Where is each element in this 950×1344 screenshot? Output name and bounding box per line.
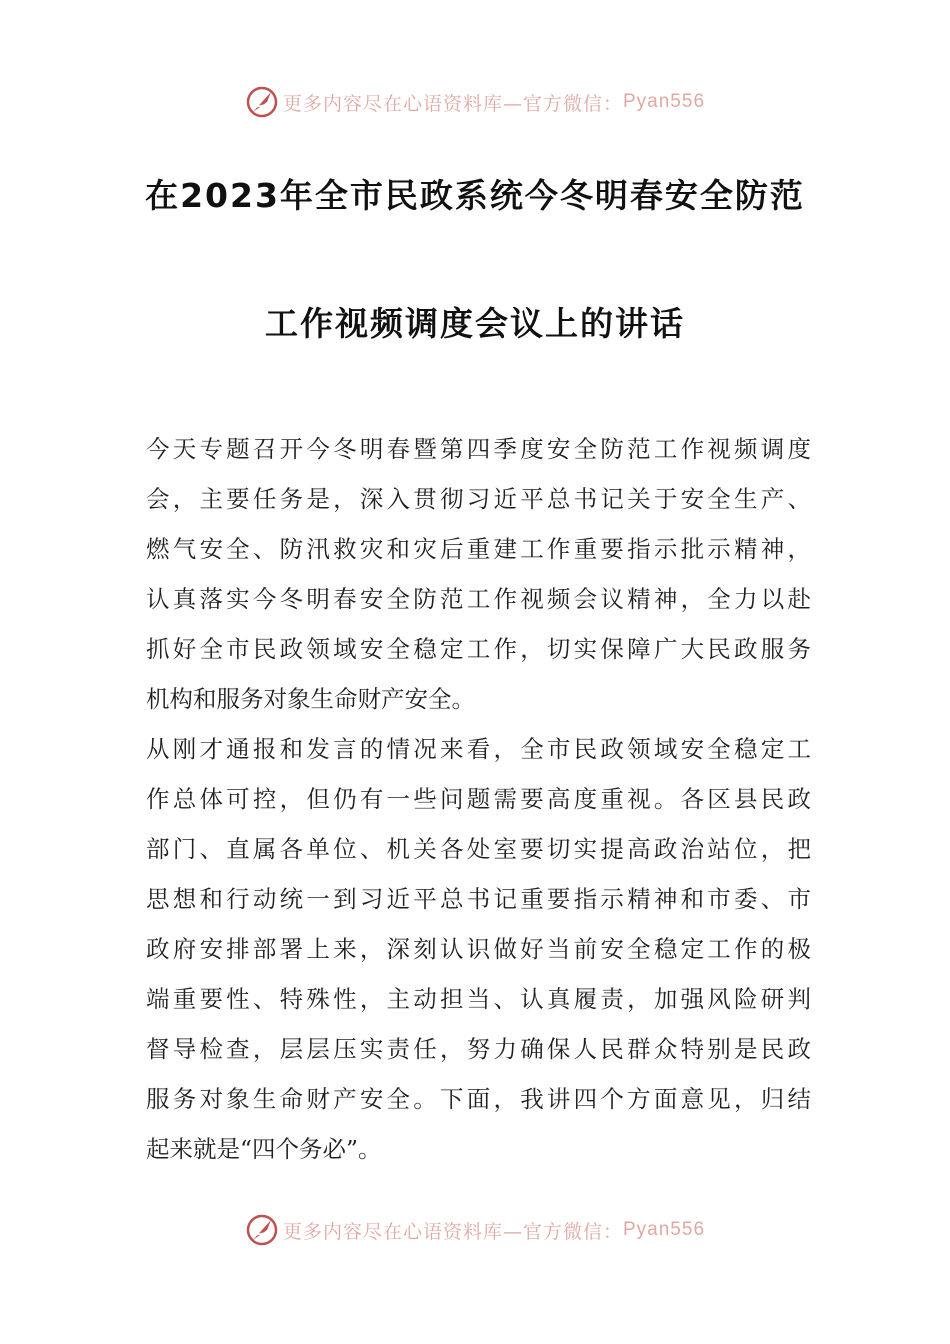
- watermark-handle: Pyan556: [623, 1219, 706, 1240]
- body-line: 燃气安全、防汛救灾和灾后重建工作重要指示批示精神，: [146, 535, 811, 563]
- body-line: 思想和行动统一到习近平总书记重要指示精神和市委、市: [146, 885, 811, 913]
- body-line: 政府安排部署上来，深刻认识做好当前安全稳定工作的极: [146, 935, 811, 963]
- quill-logo-icon: [245, 1213, 279, 1247]
- body-line: 督导检查，层层压实责任，努力确保人民群众特别是民政: [146, 1035, 811, 1063]
- body-line: 机构和服务对象生命财产安全。: [146, 685, 475, 713]
- body-line: 抓好全市民政领域安全稳定工作，切实保障广大民政服务: [146, 635, 811, 663]
- watermark-text: 更多内容尽在心语资料库—官方微信：: [282, 92, 623, 115]
- watermark-text: 更多内容尽在心语资料库—官方微信：: [282, 1220, 623, 1243]
- body-line: 部门、直属各单位、机关各处室要切实提高政治站位，把: [146, 835, 811, 863]
- document-title-line-2: 工作视频调度会议上的讲话: [265, 304, 685, 343]
- watermark-footer: [0, 1210, 950, 1250]
- body-line: 起来就是“四个务必”。: [146, 1135, 382, 1163]
- body-line: 从刚才通报和发言的情况来看，全市民政领域安全稳定工: [146, 735, 811, 763]
- document-title-line-1: 在2023年全市民政系统今冬明春安全防范: [145, 176, 805, 215]
- quill-logo-icon: [245, 85, 279, 119]
- watermark-handle: Pyan556: [623, 91, 706, 112]
- body-line: 认真落实今冬明春安全防范工作视频会议精神，全力以赴: [146, 585, 811, 613]
- document-body: [146, 424, 811, 1174]
- body-line: 作总体可控，但仍有一些问题需要高度重视。各区县民政: [146, 785, 811, 813]
- watermark-header: [0, 82, 950, 122]
- body-line: 服务对象生命财产安全。下面，我讲四个方面意见，归结: [146, 1085, 811, 1113]
- body-line: 会，主要任务是，深入贯彻习近平总书记关于安全生产、: [146, 485, 811, 513]
- body-line: 端重要性、特殊性，主动担当、认真履责，加强风险研判: [146, 985, 811, 1013]
- body-line: 今天专题召开今冬明春暨第四季度安全防范工作视频调度: [146, 435, 811, 463]
